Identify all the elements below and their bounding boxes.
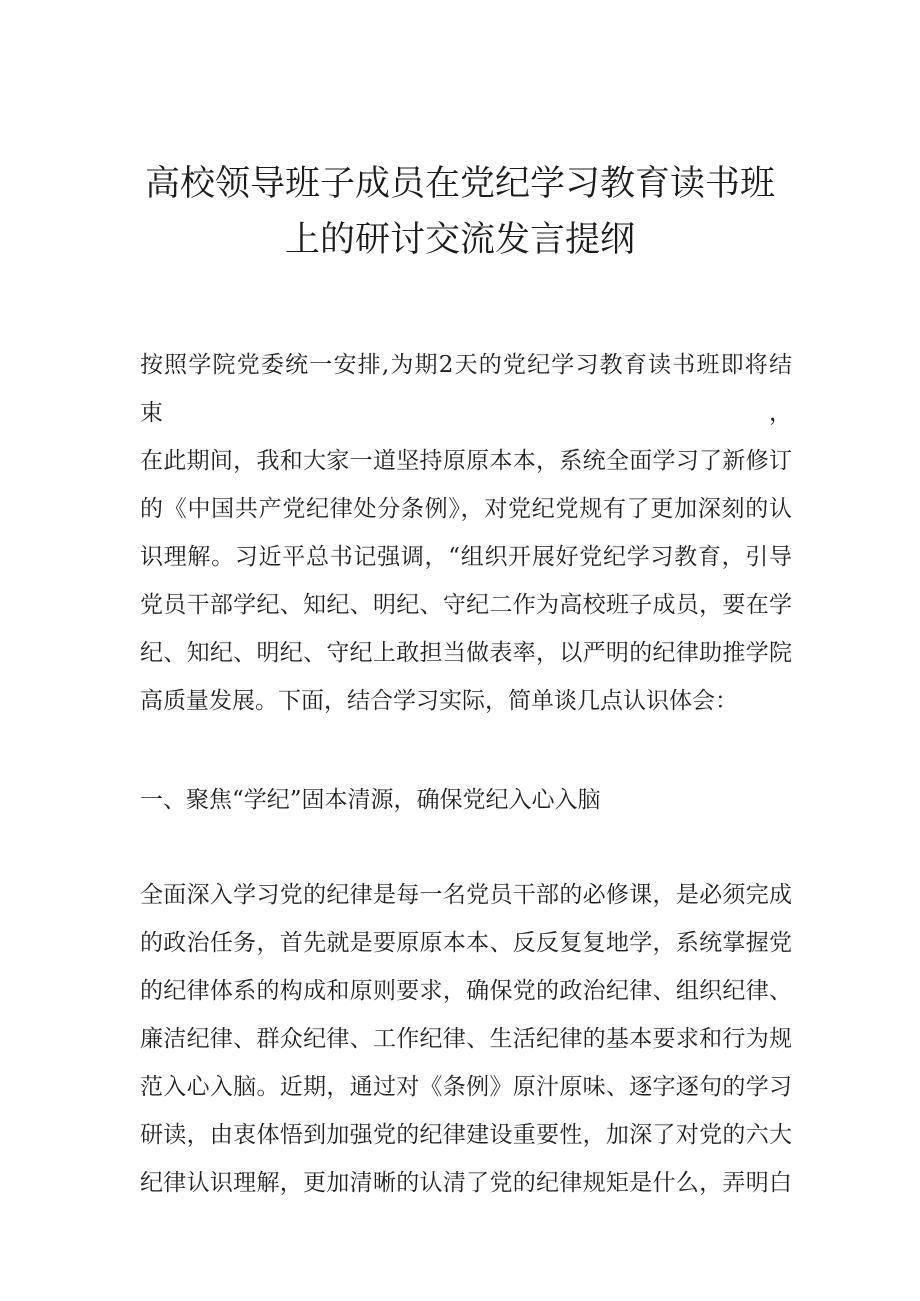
title-line-2: 上的研讨交流发言提纲 (284, 220, 635, 260)
text-line: 纪律认识理解，更加清晰的认清了党的纪律规矩是什么，弄明白 (140, 1170, 792, 1196)
paragraph-1 (140, 341, 792, 725)
heading-line: 一、聚焦“学纪”固本清源，确保党纪入心入脑 (140, 787, 601, 813)
text-line: 廉洁纪律、群众纪律、工作纪律、生活纪律的基本要求和行为规 (140, 1026, 792, 1052)
text-line: 范入心入脑。近期，通过对《条例》原汁原味、逐字逐句的学习 (140, 1074, 792, 1100)
text-line: 高质量发展。下面，结合学习实际，简单谈几点认识体会： (140, 688, 738, 714)
text-line: 在此期间，我和大家一道坚持原原本本，系统全面学习了新修订 (140, 448, 792, 474)
text-line: 的《中国共产党纪律处分条例》，对党纪党规有了更加深刻的认 (140, 496, 792, 522)
section-heading-1 (140, 776, 792, 824)
text-line: 纪、知纪、明纪、守纪上敢担当做表率，以严明的纪律助推学院 (140, 640, 792, 666)
text-line: 的纪律体系的构成和原则要求，确保党的政治纪律、组织纪律、 (140, 978, 792, 1004)
text-line: 按照学院党委统一安排,为期2天的党纪学习教育读书班即将结束， (140, 352, 792, 426)
document-title (0, 156, 920, 268)
paragraph-2 (140, 871, 792, 1207)
text-line: 的政治任务，首先就是要原原本本、反反复复地学，系统掌握党 (140, 930, 792, 956)
title-line-1: 高校领导班子成员在党纪学习教育读书班 (144, 164, 775, 204)
text-line: 党员干部学纪、知纪、明纪、守纪二作为高校班子成员，要在学 (140, 592, 792, 618)
text-line: 识理解。习近平总书记强调，“组织开展好党纪学习教育，引导 (140, 544, 792, 570)
text-line: 研读，由衷体悟到加强党的纪律建设重要性，加深了对党的六大 (140, 1122, 792, 1148)
text-line: 全面深入学习党的纪律是每一名党员干部的必修课，是必须完成 (140, 882, 792, 908)
